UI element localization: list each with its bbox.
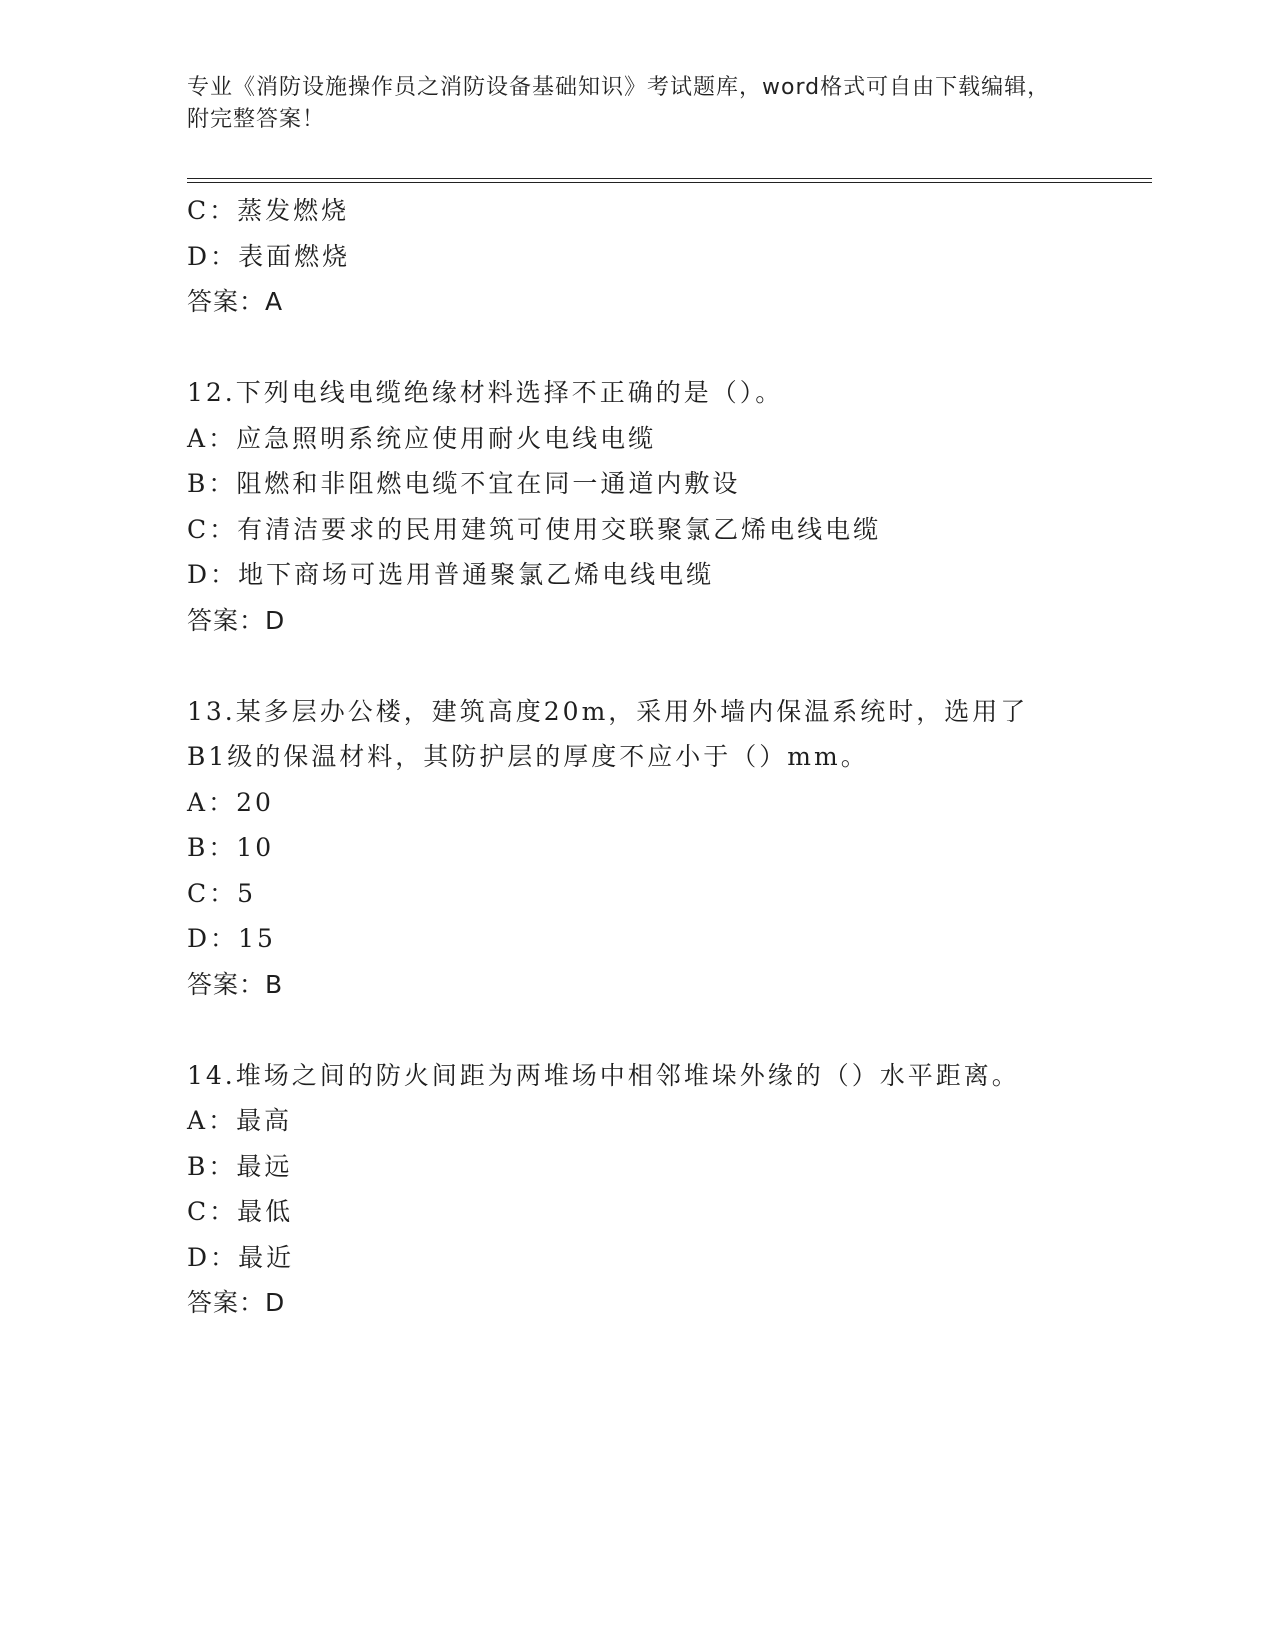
question-title: 12.下列电线电缆绝缘材料选择不正确的是（）。 [187,378,784,407]
option-c: C：蒸发燃烧 [187,196,350,225]
question-title: 13.某多层办公楼，建筑高度20m，采用外墙内保温系统时，选用了B1级的保温材料，其防护层的厚度不应小于（）mm。 [187,696,1029,771]
option-a: A：应急照明系统应使用耐火电线电缆 [187,423,657,453]
option-a: A：20 [187,787,274,817]
question-title: 14.堆场之间的防火间距为两堆场中相邻堆垛外缘的（）水平距离。 [187,1060,1020,1090]
option-d: D：地下商场可选用普通聚氯乙烯电线电缆 [187,560,715,589]
option-b: B：最远 [187,1151,293,1181]
question-list [187,188,1087,1326]
option-d: D：15 [187,924,276,953]
header-rule-bottom [187,182,1152,183]
header-rule-top [187,178,1152,179]
option-c: C：最低 [187,1197,294,1226]
answer-line: 答案：D [187,1288,286,1317]
option-b: B：10 [187,833,275,862]
option-a: A：最高 [187,1106,293,1135]
option-c: C：5 [187,878,257,908]
question-13 [187,689,1087,1008]
option-d: D：最近 [187,1242,295,1272]
answer-line: 答案：A [187,287,284,316]
option-d: D：表面燃烧 [187,241,351,271]
answer-line: 答案：B [187,969,284,999]
question-14 [187,1053,1087,1326]
answer-line: 答案：D [187,605,286,635]
document-header: 专业《消防设施操作员之消防设备基础知识》考试题库，word格式可自由下载编辑，附完整答案！ [187,75,1051,132]
option-b: B：阻燃和非阻燃电缆不宜在同一通道内敷设 [187,469,741,498]
prev-question-block [187,188,1087,325]
option-c: C：有清洁要求的民用建筑可使用交联聚氯乙烯电线电缆 [187,514,882,544]
question-12 [187,370,1087,643]
